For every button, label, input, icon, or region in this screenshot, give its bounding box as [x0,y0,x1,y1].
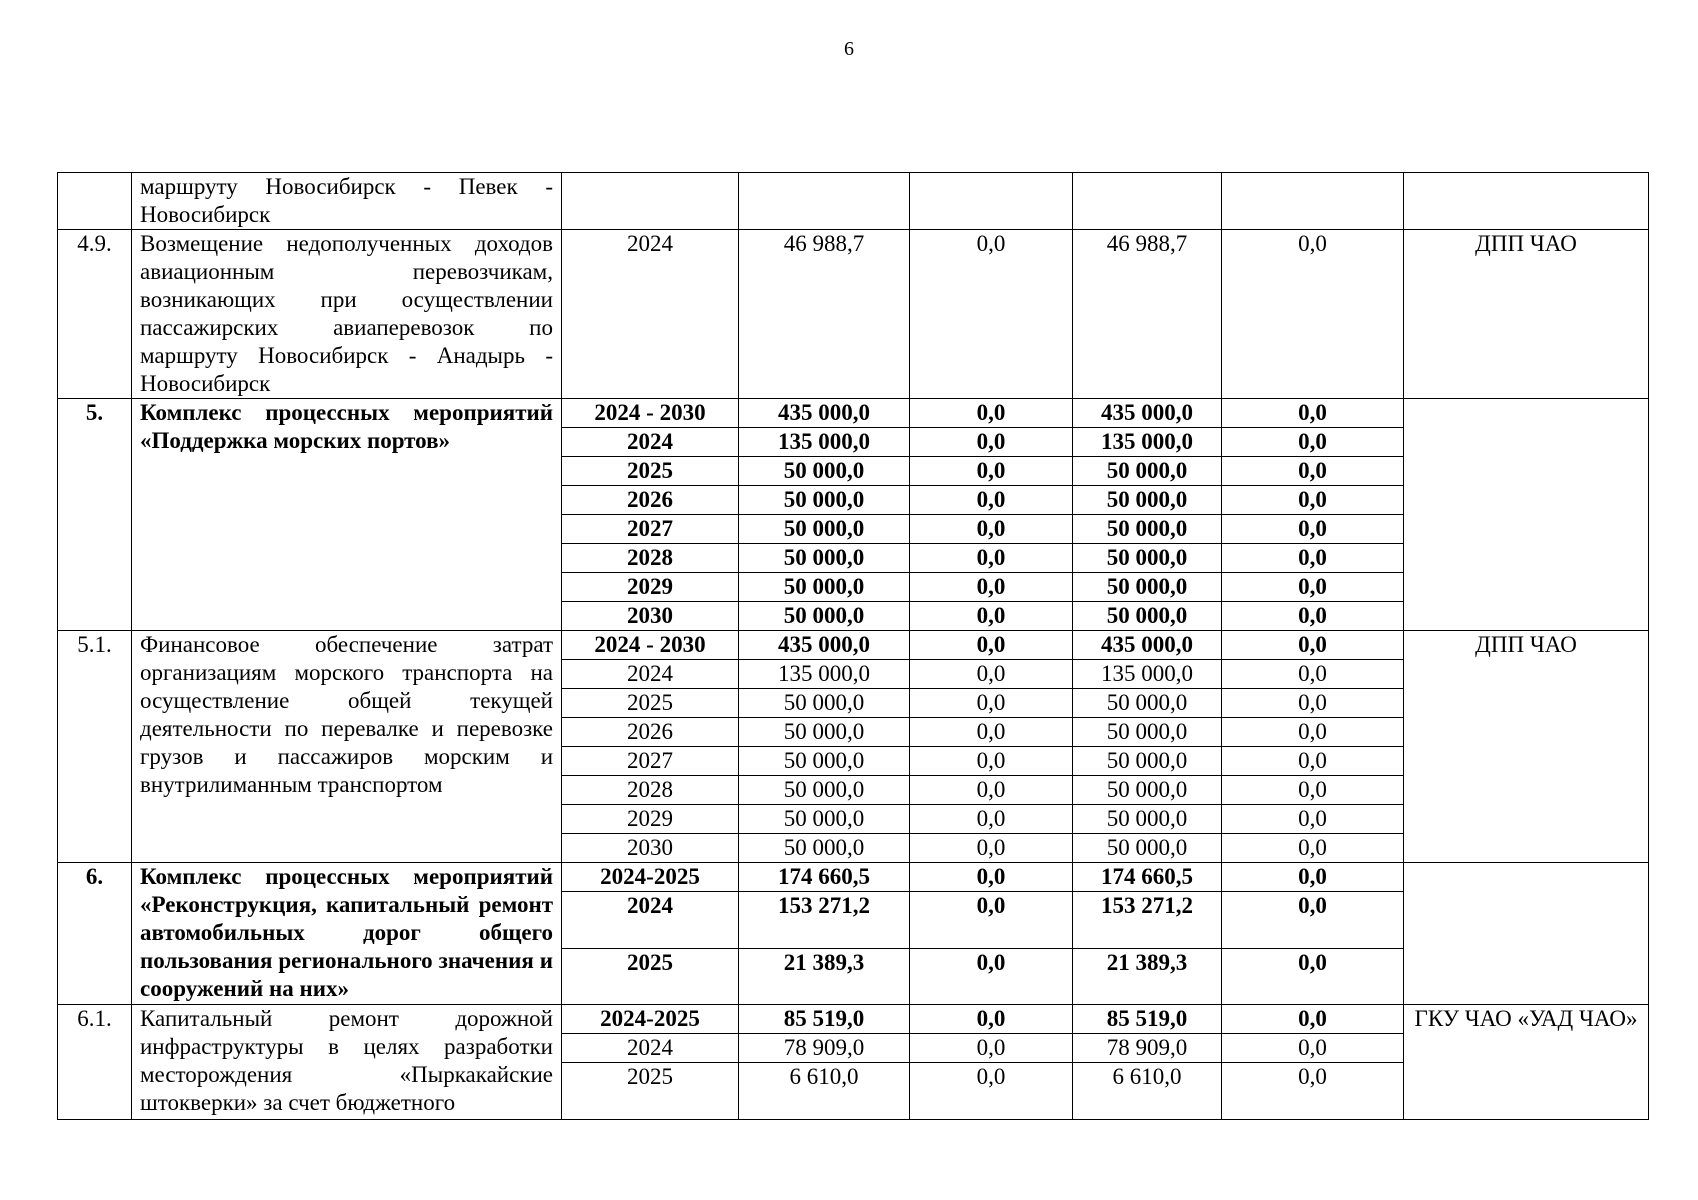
regional-amount-cell: 6 610,0 [1073,1063,1222,1120]
executor-cell: ДПП ЧАО [1404,230,1649,399]
other-amount-cell: 0,0 [1222,631,1404,660]
regional-amount-cell: 50 000,0 [1073,573,1222,602]
regional-amount-cell: 50 000,0 [1073,747,1222,776]
period-cell: 2024 [562,428,739,457]
federal-amount-cell: 0,0 [910,949,1073,1005]
period-cell: 2024 - 2030 [562,631,739,660]
other-amount-cell: 0,0 [1222,805,1404,834]
regional-amount-cell: 50 000,0 [1073,544,1222,573]
federal-amount-cell: 0,0 [910,602,1073,631]
other-amount-cell: 0,0 [1222,515,1404,544]
item-number [58,173,132,230]
period-cell: 2024 [562,1034,739,1063]
total-amount-cell: 78 909,0 [739,1034,910,1063]
other-amount-cell: 0,0 [1222,1005,1404,1034]
total-amount-cell: 174 660,5 [739,863,910,892]
regional-amount-cell: 50 000,0 [1073,457,1222,486]
other-amount-cell: 0,0 [1222,399,1404,428]
regional-amount-cell: 50 000,0 [1073,689,1222,718]
table-row [58,863,1649,892]
period-cell: 2024-2025 [562,863,739,892]
federal-amount-cell: 0,0 [910,689,1073,718]
financing-table [57,172,1649,1120]
federal-amount-cell: 0,0 [910,776,1073,805]
total-amount-cell: 50 000,0 [739,457,910,486]
item-number: 6.1. [58,1005,132,1120]
other-amount-cell: 0,0 [1222,573,1404,602]
item-description: Капитальный ремонт дорожной инфраструктуры в целях разработки месторождения «Пыркакайские штокверки» за счет бюджетного [132,1005,562,1120]
total-amount-cell: 50 000,0 [739,689,910,718]
total-amount-cell: 50 000,0 [739,776,910,805]
other-amount-cell: 0,0 [1222,660,1404,689]
federal-amount-cell: 0,0 [910,573,1073,602]
total-amount-cell: 50 000,0 [739,805,910,834]
total-amount-cell: 50 000,0 [739,602,910,631]
regional-amount-cell: 135 000,0 [1073,660,1222,689]
executor-cell: ГКУ ЧАО «УАД ЧАО» [1404,1005,1649,1120]
total-amount-cell: 6 610,0 [739,1063,910,1120]
regional-amount-cell: 50 000,0 [1073,718,1222,747]
total-amount-cell: 85 519,0 [739,1005,910,1034]
regional-amount-cell: 50 000,0 [1073,805,1222,834]
period-cell: 2030 [562,602,739,631]
total-amount-cell: 50 000,0 [739,486,910,515]
total-amount-cell: 46 988,7 [739,230,910,399]
period-cell: 2025 [562,689,739,718]
period-cell: 2027 [562,515,739,544]
regional-amount-cell: 50 000,0 [1073,776,1222,805]
other-amount-cell: 0,0 [1222,689,1404,718]
item-description: Финансовое обеспечение затрат организациям морского транспорта на осуществление общей текущей деятельности по перевалке и перевозке грузов и пассажиров морским и внутрилиманным транспортом [132,631,562,863]
period-cell: 2024 [562,230,739,399]
total-amount-cell: 50 000,0 [739,718,910,747]
period-cell [562,173,739,230]
other-amount-cell: 0,0 [1222,457,1404,486]
other-amount-cell: 0,0 [1222,949,1404,1005]
total-amount-cell: 135 000,0 [739,660,910,689]
federal-amount-cell: 0,0 [910,631,1073,660]
item-number: 5. [58,399,132,631]
regional-amount-cell: 135 000,0 [1073,428,1222,457]
total-amount-cell: 50 000,0 [739,747,910,776]
federal-amount-cell: 0,0 [910,457,1073,486]
federal-amount-cell: 0,0 [910,718,1073,747]
other-amount-cell: 0,0 [1222,428,1404,457]
regional-amount-cell: 174 660,5 [1073,863,1222,892]
item-description: Комплекс процессных мероприятий «Реконструкция, капитальный ремонт автомобильных дорог общего пользования регионального значения и сооружений на них» [132,863,562,1005]
table-row [58,230,1649,399]
federal-amount-cell: 0,0 [910,230,1073,399]
regional-amount-cell: 435 000,0 [1073,399,1222,428]
period-cell: 2024 [562,892,739,949]
other-amount-cell: 0,0 [1222,1034,1404,1063]
other-amount-cell: 0,0 [1222,486,1404,515]
federal-amount-cell: 0,0 [910,1005,1073,1034]
regional-amount-cell: 85 519,0 [1073,1005,1222,1034]
period-cell: 2025 [562,457,739,486]
period-cell: 2029 [562,805,739,834]
table-row [58,173,1649,230]
regional-amount-cell: 21 389,3 [1073,949,1222,1005]
federal-amount-cell: 0,0 [910,863,1073,892]
regional-amount-cell: 50 000,0 [1073,834,1222,863]
period-cell: 2025 [562,949,739,1005]
table-row [58,631,1649,660]
total-amount-cell: 21 389,3 [739,949,910,1005]
period-cell: 2028 [562,776,739,805]
other-amount-cell: 0,0 [1222,602,1404,631]
federal-amount-cell: 0,0 [910,515,1073,544]
total-amount-cell: 435 000,0 [739,631,910,660]
federal-amount-cell: 0,0 [910,660,1073,689]
regional-amount-cell [1073,173,1222,230]
total-amount-cell: 50 000,0 [739,544,910,573]
regional-amount-cell: 50 000,0 [1073,486,1222,515]
federal-amount-cell: 0,0 [910,1034,1073,1063]
federal-amount-cell: 0,0 [910,805,1073,834]
total-amount-cell: 435 000,0 [739,399,910,428]
other-amount-cell: 0,0 [1222,776,1404,805]
period-cell: 2027 [562,747,739,776]
other-amount-cell: 0,0 [1222,747,1404,776]
period-cell: 2026 [562,718,739,747]
other-amount-cell [1222,173,1404,230]
federal-amount-cell: 0,0 [910,544,1073,573]
item-number: 5.1. [58,631,132,863]
period-cell: 2028 [562,544,739,573]
federal-amount-cell: 0,0 [910,834,1073,863]
total-amount-cell: 50 000,0 [739,834,910,863]
regional-amount-cell: 153 271,2 [1073,892,1222,949]
executor-cell: ДПП ЧАО [1404,631,1649,863]
total-amount-cell: 153 271,2 [739,892,910,949]
total-amount-cell: 50 000,0 [739,573,910,602]
table-row [58,1005,1649,1034]
regional-amount-cell: 435 000,0 [1073,631,1222,660]
other-amount-cell: 0,0 [1222,834,1404,863]
federal-amount-cell [910,173,1073,230]
executor-cell [1404,173,1649,230]
item-number: 4.9. [58,230,132,399]
period-cell: 2030 [562,834,739,863]
regional-amount-cell: 78 909,0 [1073,1034,1222,1063]
federal-amount-cell: 0,0 [910,399,1073,428]
other-amount-cell: 0,0 [1222,892,1404,949]
executor-cell [1404,863,1649,1005]
other-amount-cell: 0,0 [1222,230,1404,399]
total-amount-cell: 135 000,0 [739,428,910,457]
period-cell: 2024 [562,660,739,689]
federal-amount-cell: 0,0 [910,428,1073,457]
federal-amount-cell: 0,0 [910,1063,1073,1120]
period-cell: 2024 - 2030 [562,399,739,428]
other-amount-cell: 0,0 [1222,718,1404,747]
page-number: 6 [844,38,854,60]
item-description: Возмещение недополученных доходов авиационным перевозчикам, возникающих при осуществлении пассажирских авиаперевозок по маршруту Новосибирск - Анадырь - Новосибирск [132,230,562,399]
federal-amount-cell: 0,0 [910,892,1073,949]
period-cell: 2029 [562,573,739,602]
total-amount-cell [739,173,910,230]
regional-amount-cell: 46 988,7 [1073,230,1222,399]
item-description: маршруту Новосибирск - Певек - Новосибирск [132,173,562,230]
item-description: Комплекс процессных мероприятий «Поддержка морских портов» [132,399,562,631]
item-number: 6. [58,863,132,1005]
period-cell: 2024-2025 [562,1005,739,1034]
other-amount-cell: 0,0 [1222,863,1404,892]
other-amount-cell: 0,0 [1222,544,1404,573]
table-row [58,399,1649,428]
regional-amount-cell: 50 000,0 [1073,602,1222,631]
total-amount-cell: 50 000,0 [739,515,910,544]
period-cell: 2026 [562,486,739,515]
federal-amount-cell: 0,0 [910,486,1073,515]
other-amount-cell: 0,0 [1222,1063,1404,1120]
regional-amount-cell: 50 000,0 [1073,515,1222,544]
executor-cell [1404,399,1649,631]
period-cell: 2025 [562,1063,739,1120]
federal-amount-cell: 0,0 [910,747,1073,776]
